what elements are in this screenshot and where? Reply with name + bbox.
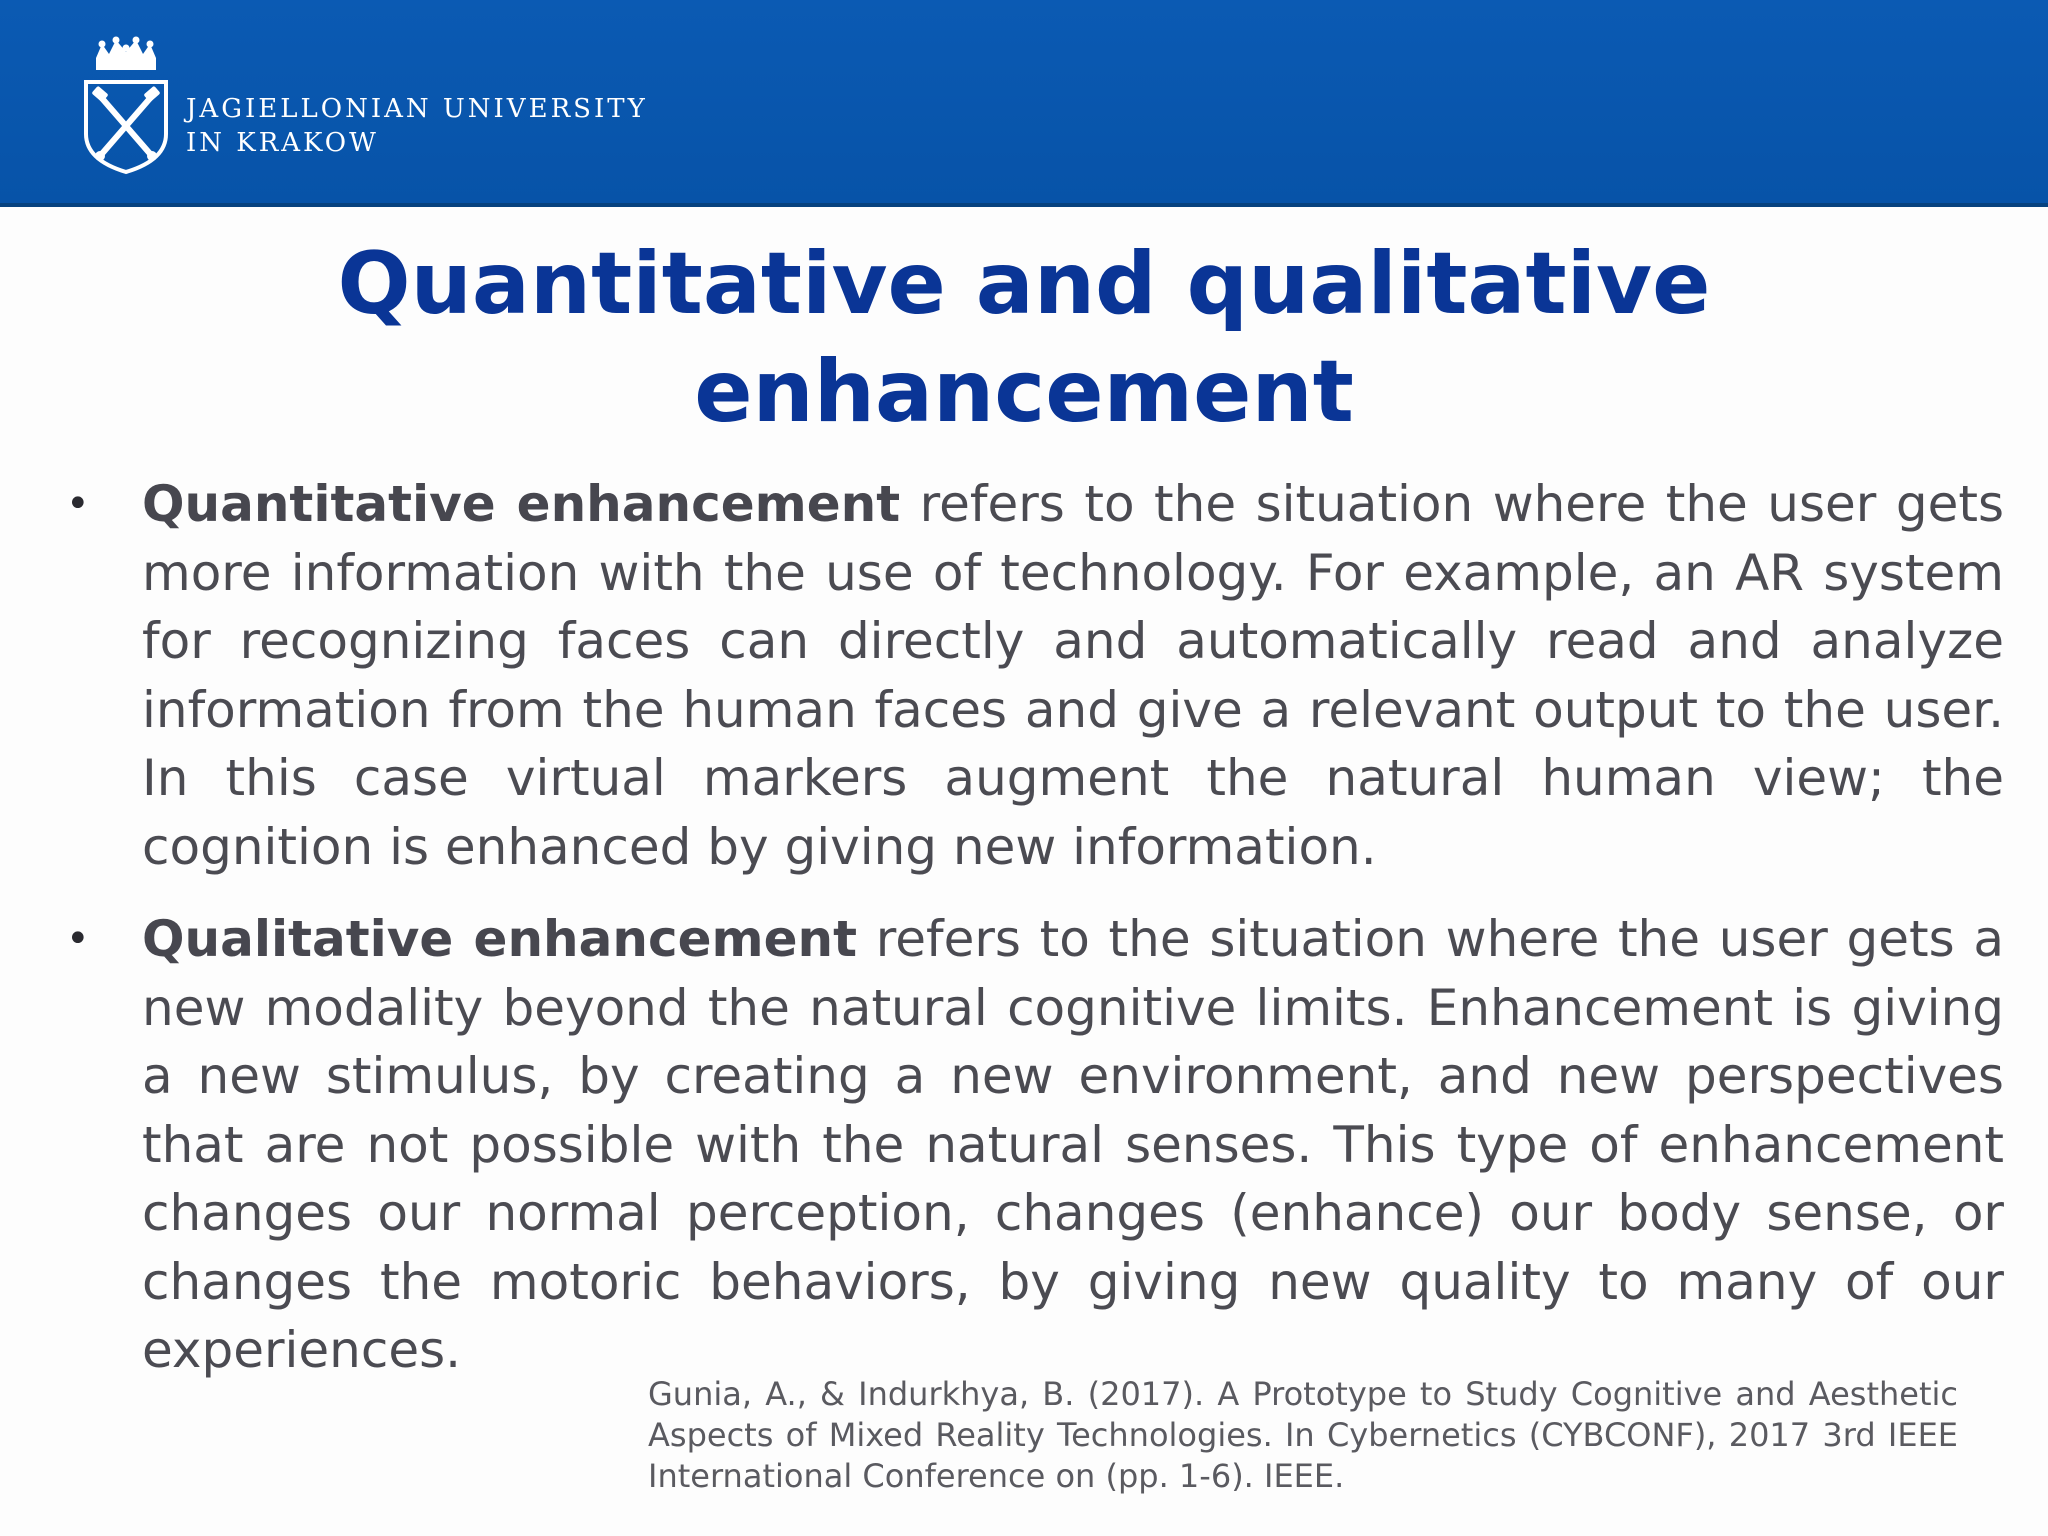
bullet-item-qualitative (60, 905, 2004, 1385)
citation-reference: Gunia, A., & Indurkhya, B. (2017). A Prototype to Study Cognitive and Aesthetic Aspects of Mixed Reality Technologies. In Cybernetics (CYBCONF), 2017 3rd IEEE International Conference on (pp. 1-6). IEEE. (648, 1375, 1958, 1495)
bullet-term: Quantitative enhancement (142, 475, 901, 533)
institution-name-line1: JAGIELLONIAN UNIVERSITY (186, 94, 648, 124)
slide-title (0, 230, 2048, 446)
bullet-text: refers to the situation where the user gets a new modality beyond the natural cognitive limits. Enhancement is giving a new stimulus, by creating a new environment, and new perspectives that are not possible with the natural senses. This type of enhancement changes our normal perception, changes (enhance) our body sense, or changes the motoric behaviors, by giving new quality to many of our experiences. (142, 910, 2004, 1379)
bullet-item-quantitative (60, 470, 2004, 881)
header-band (0, 0, 2048, 207)
university-logo (82, 36, 648, 176)
bullet-term: Qualitative enhancement (142, 910, 858, 968)
bullet-list (60, 470, 2004, 1385)
bullet-dot-icon: • (66, 481, 90, 527)
institution-name (186, 92, 648, 160)
slide-title-line1: Quantitative and qualitative (337, 234, 1711, 334)
university-crest-icon (82, 36, 170, 176)
bullet-text: refers to the situation where the user gets more information with the use of technology. For example, an AR system for recognizing faces can directly and automatically read and analyze information from the human faces and give a relevant output to the user. In this case virtual markers augment the natural human view; the cognition is enhanced by giving new information. (142, 475, 2004, 876)
bullet-dot-icon: • (66, 916, 90, 962)
institution-name-line2: IN KRAKOW (186, 128, 379, 158)
slide-title-line2: enhancement (694, 342, 1354, 442)
